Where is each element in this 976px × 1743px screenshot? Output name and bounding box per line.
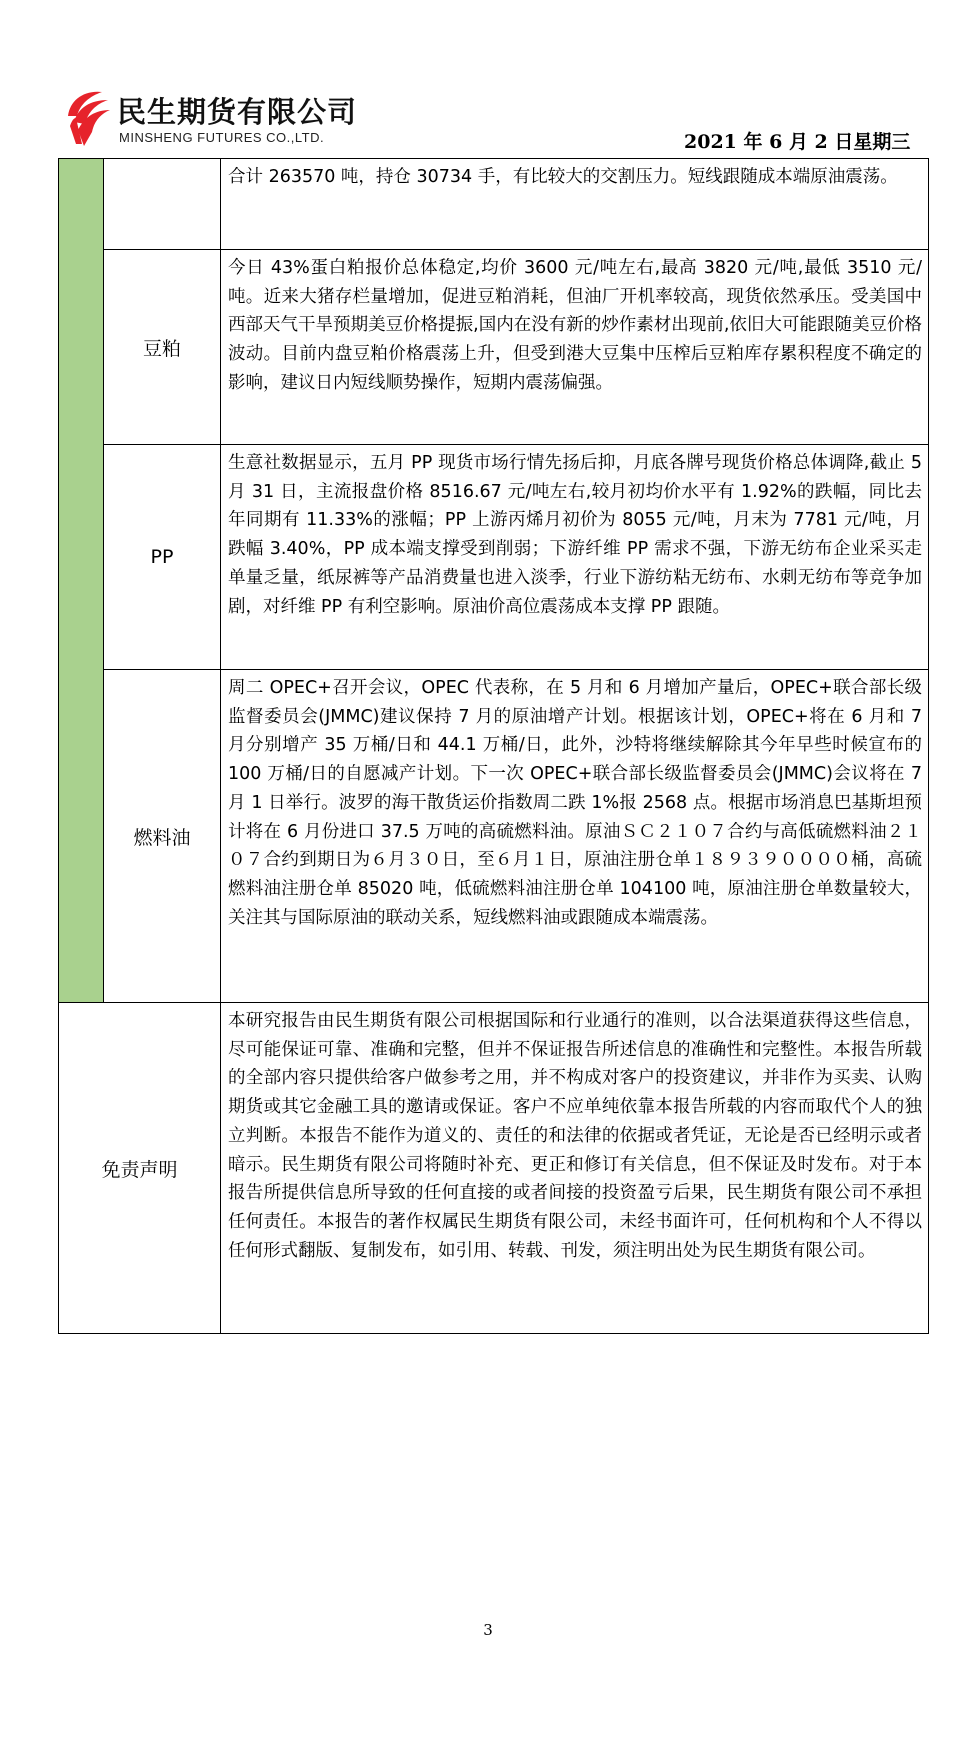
table-row: [59, 670, 929, 1003]
company-name-cn: 民生期货有限公司: [117, 95, 358, 129]
report-date: 2021 年 6 月 2 日星期三: [684, 131, 911, 153]
commodity-label: [104, 159, 221, 250]
table-row: [59, 250, 929, 445]
table-row: [59, 445, 929, 670]
commodity-analysis-text: 合计 263570 吨，持仓 30734 手，有比较大的交割压力。短线跟随成本端原油震荡。: [221, 159, 929, 250]
commodity-analysis-text: 周二 OPEC+召开会议，OPEC 代表称，在 5 月和 6 月增加产量后，OPEC+联合部长级监督委员会(JMMC)建议保持 7 月的原油增产计划。根据该计划，OPEC+将在 6 月和 7 月分别增产 35 万桶/日和 44.1 万桶/日，此外，沙特将继续解除其今年早些时候宣布的 100 万桶/日的自愿减产计划。下一次 OPEC+联合部长级监督委员会(JMMC)会议将在 7 月 1 日举行。波罗的海干散货运价指数周二跌 1%报 2568 点。根据市场消息巴基斯坦预计将在 6 月份进口 37.5 万吨的高硫燃料油。原油ＳＣ２１０７合约与高低硫燃料油２１０７合约到期日为６月３０日，至６月１日，原油注册仓单１８９３９００００桶，高硫燃料油注册仓单 85020 吨，低硫燃料油注册仓单 104100 吨，原油注册仓单数量较大，关注其与国际原油的联动关系，短线燃料油或跟随成本端震荡。: [221, 670, 929, 1003]
company-logo-icon: [64, 86, 112, 148]
disclaimer-label: 免责声明: [59, 1003, 221, 1334]
commodity-analysis-text: 生意社数据显示，五月 PP 现货市场行情先扬后抑，月底各牌号现货价格总体调降,截止 5 月 31 日，主流报盘价格 8516.67 元/吨左右,较月初均价水平有 1.92%的跌幅，同比去年同期有 11.33%的涨幅；PP 上游丙烯月初价为 8055 元/吨，月末为 7781 元/吨，月跌幅 3.40%，PP 成本端支撑受到削弱；下游纤维 PP 需求不强，下游无纺布企业采买走单量乏量，纸尿裤等产品消费量也进入淡季，行业下游纺粘无纺布、水刺无纺布等竞争加剧，对纤维 PP 有利空影响。原油价高位震荡成本支撑 PP 跟随。: [221, 445, 929, 670]
commodity-analysis-text: 今日 43%蛋白粕报价总体稳定,均价 3600 元/吨左右,最高 3820 元/吨,最低 3510 元/吨。近来大猪存栏量增加，促进豆粕消耗，但油厂开机率较高，现货依然承压。受美国中西部天气干旱预期美豆价格提振,国内在没有新的炒作素材出现前,依旧大可能跟随美豆价格波动。目前内盘豆粕价格震荡上升，但受到港大豆集中压榨后豆粕库存累积程度不确定的影响，建议日内短线顺势操作，短期内震荡偏强。: [221, 250, 929, 445]
page-header: [0, 0, 976, 160]
commodity-label: 燃料油: [104, 670, 221, 1003]
commodity-analysis-table: [58, 158, 929, 1334]
commodity-label: 豆粕: [104, 250, 221, 445]
disclaimer-text: 本研究报告由民生期货有限公司根据国际和行业通行的准则，以合法渠道获得这些信息，尽可能保证可靠、准确和完整，但并不保证报告所述信息的准确性和完整性。本报告所载的全部内容只提供给客户做参考之用，并不构成对客户的投资建议，并非作为买卖、认购期货或其它金融工具的邀请或保证。客户不应单纯依靠本报告所载的内容而取代个人的独立判断。本报告不能作为道义的、责任的和法律的依据或者凭证，无论是否已经明示或者暗示。民生期货有限公司将随时补充、更正和修订有关信息，但不保证及时发布。对于本报告所提供信息所导致的任何直接的或者间接的投资盈亏后果，民生期货有限公司不承担任何责任。本报告的著作权属民生期货有限公司，未经书面许可，任何机构和个人不得以任何形式翻版、复制发布，如引用、转载、刊发，须注明出处为民生期货有限公司。: [221, 1003, 929, 1334]
commodity-label: PP: [104, 445, 221, 670]
disclaimer-row: [59, 1003, 929, 1334]
table-row: [59, 159, 929, 250]
page-number: 3: [483, 1621, 493, 1639]
company-name-en: MINSHENG FUTURES CO.,LTD.: [119, 130, 325, 145]
category-color-cell: [59, 159, 104, 1003]
